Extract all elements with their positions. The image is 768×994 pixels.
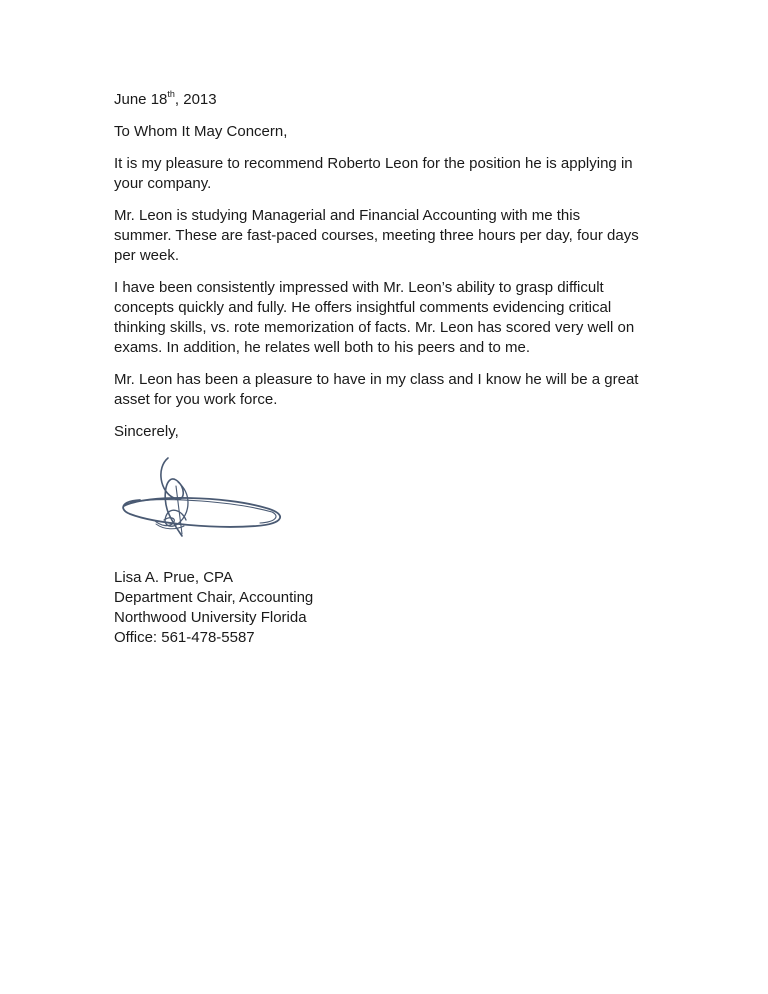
paragraph-line: summer. These are fast-paced courses, meeting three hours per day, four days — [114, 227, 639, 244]
paragraph-line: thinking skills, vs. rote memorization of facts. Mr. Leon has scored very well on — [114, 319, 635, 336]
date-month-day: June 18 — [114, 91, 168, 108]
closing: Sincerely, — [114, 423, 179, 440]
paragraph-line: Mr. Leon has been a pleasure to have in my class and I know he will be a great — [114, 371, 639, 388]
paragraph-line: It is my pleasure to recommend Roberto Leon for the position he is applying in — [114, 155, 633, 172]
paragraph-line: asset for you work force. — [114, 391, 278, 408]
paragraph-line: your company. — [114, 175, 212, 192]
signer-name: Lisa A. Prue, CPA — [114, 569, 233, 586]
paragraph-3 — [114, 278, 654, 358]
signature-stroke — [123, 498, 280, 527]
paragraph-line: Mr. Leon is studying Managerial and Financial Accounting with me this — [114, 207, 581, 224]
signer-block — [114, 568, 654, 648]
paragraph-line: I have been consistently impressed with Mr. Leon’s ability to grasp difficult — [114, 279, 604, 296]
handwritten-signature — [116, 456, 286, 548]
recommendation-letter — [114, 90, 654, 648]
paragraph-line: concepts quickly and fully. He offers insightful comments evidencing critical — [114, 299, 612, 316]
paragraph-1 — [114, 154, 654, 194]
signer-title: Department Chair, Accounting — [114, 589, 314, 606]
signer-organization: Northwood University Florida — [114, 609, 307, 626]
date-year: , 2013 — [174, 91, 217, 108]
date-ordinal-suffix: th — [167, 89, 175, 99]
paragraph-2 — [114, 206, 654, 266]
paragraph-line: per week. — [114, 247, 180, 264]
salutation: To Whom It May Concern, — [114, 123, 288, 140]
signer-office-phone: Office: 561-478-5587 — [114, 629, 255, 646]
paragraph-4 — [114, 370, 654, 410]
letter-date — [114, 90, 654, 110]
paragraph-line: exams. In addition, he relates well both to his peers and to me. — [114, 339, 531, 356]
